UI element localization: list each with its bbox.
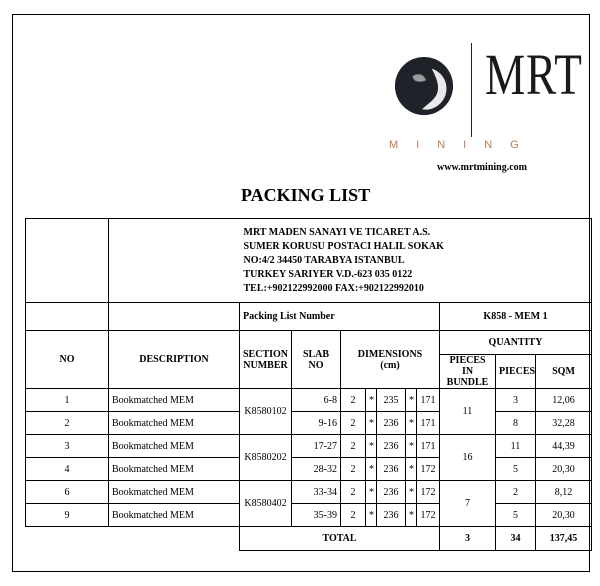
row-dim-sep: * bbox=[366, 481, 377, 504]
website-link[interactable]: www.mrtmining.com bbox=[437, 162, 527, 173]
row-slab: 6-8 bbox=[292, 389, 341, 412]
blank-cell bbox=[26, 303, 109, 331]
row-description: Bookmatched MEM bbox=[109, 412, 240, 435]
company-line: MRT MADEN SANAYI VE TICARET A.S. bbox=[243, 226, 431, 238]
row-dim-thickness: 2 bbox=[341, 435, 366, 458]
row-slab: 35-39 bbox=[292, 504, 341, 527]
company-address bbox=[240, 219, 592, 303]
dimensions-unit: (cm) bbox=[380, 359, 400, 371]
row-sqm: 8,12 bbox=[536, 481, 592, 504]
col-header-slab: SLAB NO bbox=[292, 331, 341, 389]
col-header-description: DESCRIPTION bbox=[109, 331, 240, 389]
row-dim-length: 236 bbox=[377, 504, 406, 527]
row-dim-length: 236 bbox=[377, 435, 406, 458]
table-row bbox=[26, 458, 592, 481]
blank-cell bbox=[109, 219, 240, 303]
blank-cell bbox=[26, 219, 109, 303]
total-sqm: 137,45 bbox=[536, 527, 592, 551]
row-dim-sep: * bbox=[366, 412, 377, 435]
blank-cell bbox=[26, 527, 240, 551]
company-line: SUMER KORUSU POSTACI HALIL SOKAK bbox=[243, 240, 444, 252]
row-dim-thickness: 2 bbox=[341, 389, 366, 412]
logo-separator bbox=[471, 43, 472, 137]
row-description: Bookmatched MEM bbox=[109, 435, 240, 458]
row-slab: 9-16 bbox=[292, 412, 341, 435]
row-dim-width: 172 bbox=[417, 504, 440, 527]
row-sqm: 20,30 bbox=[536, 504, 592, 527]
row-slab: 28-32 bbox=[292, 458, 341, 481]
row-sqm: 44,39 bbox=[536, 435, 592, 458]
col-header-section: SECTION NUMBER bbox=[240, 331, 292, 389]
row-no: 3 bbox=[26, 435, 109, 458]
company-line: NO:4/2 34450 TARABYA ISTANBUL bbox=[243, 254, 405, 266]
row-dim-length: 236 bbox=[377, 412, 406, 435]
row-dim-sep: * bbox=[406, 412, 417, 435]
row-section: K8580402 bbox=[240, 481, 292, 527]
row-pieces: 3 bbox=[496, 389, 536, 412]
table-row bbox=[26, 504, 592, 527]
row-no: 2 bbox=[26, 412, 109, 435]
row-bundle: 11 bbox=[440, 389, 496, 435]
row-no: 1 bbox=[26, 389, 109, 412]
row-dim-width: 171 bbox=[417, 435, 440, 458]
col-header-dimensions bbox=[341, 331, 440, 389]
col-header-sqm: SQM bbox=[536, 355, 592, 389]
row-dim-width: 172 bbox=[417, 481, 440, 504]
row-dim-thickness: 2 bbox=[341, 504, 366, 527]
document-title: PACKING LIST bbox=[241, 185, 371, 205]
row-pieces: 2 bbox=[496, 481, 536, 504]
row-dim-sep: * bbox=[406, 481, 417, 504]
row-pieces: 11 bbox=[496, 435, 536, 458]
company-line: TEL:+902122992000 FAX:+902122992010 bbox=[243, 282, 424, 294]
row-sqm: 20,30 bbox=[536, 458, 592, 481]
row-dim-thickness: 2 bbox=[341, 412, 366, 435]
company-row bbox=[26, 219, 592, 303]
row-pieces: 8 bbox=[496, 412, 536, 435]
row-pieces: 5 bbox=[496, 458, 536, 481]
lion-head-icon bbox=[393, 55, 455, 117]
brand-wordmark: MRT bbox=[485, 42, 583, 107]
table-row bbox=[26, 412, 592, 435]
row-sqm: 12,06 bbox=[536, 389, 592, 412]
row-slab: 17-27 bbox=[292, 435, 341, 458]
row-dim-width: 172 bbox=[417, 458, 440, 481]
row-dim-width: 171 bbox=[417, 389, 440, 412]
col-header-pieces: PIECES bbox=[496, 355, 536, 389]
row-description: Bookmatched MEM bbox=[109, 481, 240, 504]
row-bundle: 7 bbox=[440, 481, 496, 527]
row-section: K8580102 bbox=[240, 389, 292, 435]
col-header-pieces-in-bundle: PIECES IN BUNDLE bbox=[440, 355, 496, 389]
row-sqm: 32,28 bbox=[536, 412, 592, 435]
row-no: 9 bbox=[26, 504, 109, 527]
row-dim-thickness: 2 bbox=[341, 458, 366, 481]
col-header-no: NO bbox=[26, 331, 109, 389]
row-description: Bookmatched MEM bbox=[109, 389, 240, 412]
row-no: 4 bbox=[26, 458, 109, 481]
row-dim-width: 171 bbox=[417, 412, 440, 435]
row-bundle: 16 bbox=[440, 435, 496, 481]
row-dim-sep: * bbox=[406, 435, 417, 458]
packing-list-table bbox=[25, 218, 592, 551]
packing-number-row bbox=[26, 303, 592, 331]
row-dim-sep: * bbox=[366, 435, 377, 458]
brand-subtitle: MINING bbox=[389, 139, 537, 151]
row-no: 6 bbox=[26, 481, 109, 504]
packing-number-label: Packing List Number bbox=[240, 303, 440, 331]
row-dim-sep: * bbox=[406, 504, 417, 527]
row-dim-sep: * bbox=[366, 504, 377, 527]
row-section: K8580202 bbox=[240, 435, 292, 481]
table-row bbox=[26, 389, 592, 412]
row-dim-sep: * bbox=[406, 458, 417, 481]
row-pieces: 5 bbox=[496, 504, 536, 527]
total-label: TOTAL bbox=[240, 527, 440, 551]
row-dim-length: 235 bbox=[377, 389, 406, 412]
dimensions-label: DIMENSIONS bbox=[357, 348, 423, 360]
row-description: Bookmatched MEM bbox=[109, 504, 240, 527]
row-dim-sep: * bbox=[366, 458, 377, 481]
blank-cell bbox=[109, 303, 240, 331]
row-slab: 33-34 bbox=[292, 481, 341, 504]
total-pieces: 34 bbox=[496, 527, 536, 551]
row-dim-sep: * bbox=[366, 389, 377, 412]
row-dim-length: 236 bbox=[377, 481, 406, 504]
table-row bbox=[26, 435, 592, 458]
row-description: Bookmatched MEM bbox=[109, 458, 240, 481]
row-dim-length: 236 bbox=[377, 458, 406, 481]
header-row-1 bbox=[26, 331, 592, 355]
row-dim-thickness: 2 bbox=[341, 481, 366, 504]
table-row bbox=[26, 481, 592, 504]
packing-list-sheet bbox=[12, 14, 590, 572]
row-dim-sep: * bbox=[406, 389, 417, 412]
total-row bbox=[26, 527, 592, 551]
total-bundles: 3 bbox=[440, 527, 496, 551]
packing-number-value: K858 - MEM 1 bbox=[440, 303, 592, 331]
col-header-quantity: QUANTITY bbox=[440, 331, 592, 355]
company-line: TURKEY SARIYER V.D.-623 035 0122 bbox=[243, 268, 413, 280]
